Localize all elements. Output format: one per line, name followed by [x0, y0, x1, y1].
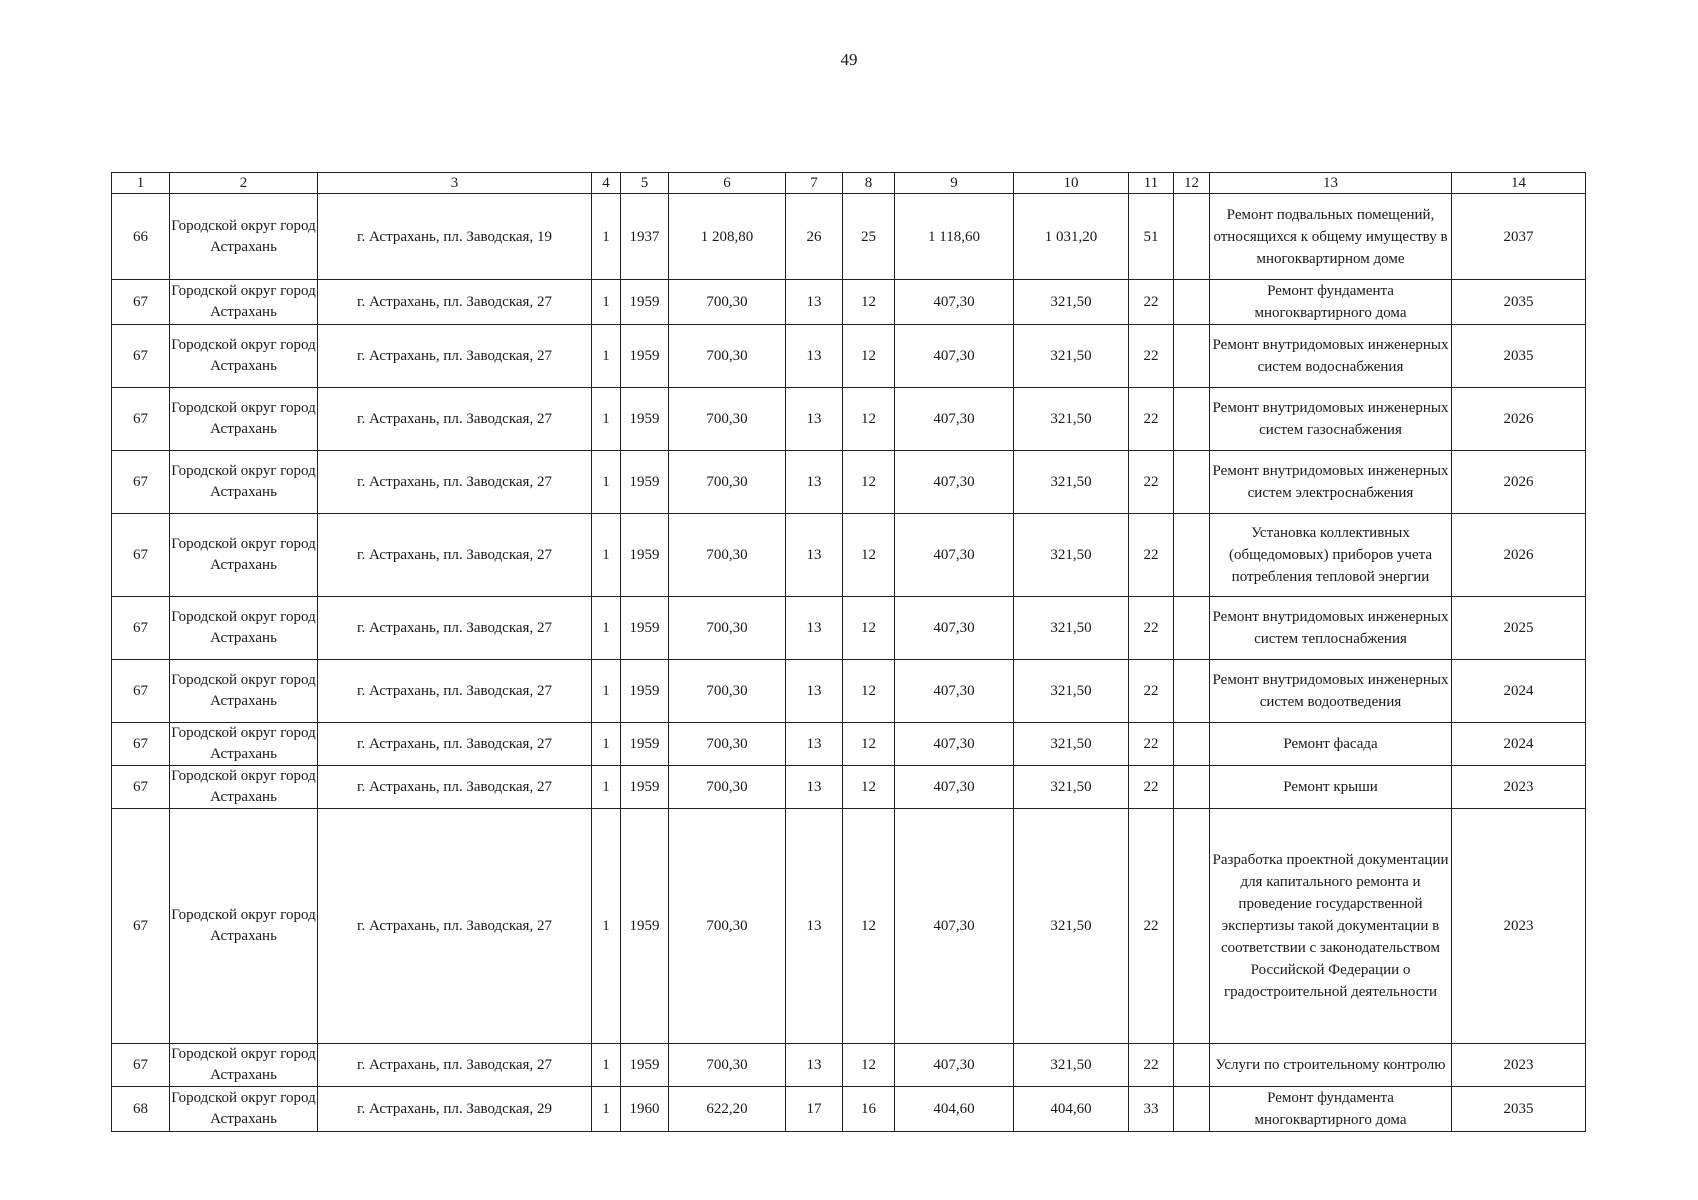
cell-col12 — [1174, 514, 1210, 597]
cell-total-area: 700,30 — [669, 1044, 786, 1087]
cell-col4: 1 — [592, 280, 621, 325]
cell-col11: 22 — [1129, 723, 1174, 766]
cell-district: Городской округ город Астрахань — [170, 1044, 318, 1087]
column-number-row — [112, 173, 1586, 194]
cell-col11: 22 — [1129, 280, 1174, 325]
cell-col11: 22 — [1129, 766, 1174, 809]
cell-col10: 321,50 — [1014, 597, 1129, 660]
cell-district: Городской округ город Астрахань — [170, 809, 318, 1044]
cell-col11: 22 — [1129, 451, 1174, 514]
cell-address: г. Астрахань, пл. Заводская, 29 — [318, 1087, 592, 1132]
cell-col7: 13 — [786, 451, 843, 514]
table-row — [112, 723, 1586, 766]
table-row — [112, 1044, 1586, 1087]
cell-number: 66 — [112, 194, 170, 280]
cell-col4: 1 — [592, 809, 621, 1044]
cell-address: г. Астрахань, пл. Заводская, 27 — [318, 388, 592, 451]
cell-col11: 22 — [1129, 597, 1174, 660]
cell-col11: 22 — [1129, 388, 1174, 451]
cell-planned-year: 2024 — [1452, 723, 1586, 766]
cell-col8: 25 — [843, 194, 895, 280]
column-header-4: 4 — [592, 173, 621, 194]
table-row — [112, 514, 1586, 597]
cell-col4: 1 — [592, 194, 621, 280]
cell-col10: 404,60 — [1014, 1087, 1129, 1132]
cell-total-area: 700,30 — [669, 809, 786, 1044]
cell-planned-year: 2026 — [1452, 514, 1586, 597]
cell-col12 — [1174, 597, 1210, 660]
cell-col12 — [1174, 1044, 1210, 1087]
cell-district: Городской округ город Астрахань — [170, 1087, 318, 1132]
column-header-13: 13 — [1210, 173, 1452, 194]
cell-address: г. Астрахань, пл. Заводская, 27 — [318, 660, 592, 723]
cell-col8: 12 — [843, 766, 895, 809]
cell-number: 67 — [112, 597, 170, 660]
cell-number: 67 — [112, 514, 170, 597]
cell-col9: 404,60 — [895, 1087, 1014, 1132]
cell-district: Городской округ город Астрахань — [170, 660, 318, 723]
cell-total-area: 700,30 — [669, 388, 786, 451]
cell-address: г. Астрахань, пл. Заводская, 27 — [318, 514, 592, 597]
cell-planned-year: 2035 — [1452, 280, 1586, 325]
column-header-7: 7 — [786, 173, 843, 194]
cell-col4: 1 — [592, 1044, 621, 1087]
cell-year-built: 1959 — [621, 325, 669, 388]
column-header-3: 3 — [318, 173, 592, 194]
cell-work-type: Ремонт фундамента многоквартирного дома — [1210, 1087, 1452, 1132]
page-number: 49 — [840, 50, 858, 69]
cell-col4: 1 — [592, 597, 621, 660]
cell-work-type: Ремонт внутридомовых инженерных систем электроснабжения — [1210, 451, 1452, 514]
cell-col12 — [1174, 280, 1210, 325]
cell-col9: 407,30 — [895, 514, 1014, 597]
cell-work-type: Установка коллективных (общедомовых) приборов учета потребления тепловой энергии — [1210, 514, 1452, 597]
cell-col7: 13 — [786, 280, 843, 325]
cell-col4: 1 — [592, 388, 621, 451]
cell-address: г. Астрахань, пл. Заводская, 27 — [318, 597, 592, 660]
cell-number: 67 — [112, 723, 170, 766]
cell-col10: 321,50 — [1014, 388, 1129, 451]
table-row — [112, 660, 1586, 723]
cell-total-area: 1 208,80 — [669, 194, 786, 280]
cell-col9: 407,30 — [895, 1044, 1014, 1087]
cell-col9: 407,30 — [895, 325, 1014, 388]
column-header-12: 12 — [1174, 173, 1210, 194]
cell-address: г. Астрахань, пл. Заводская, 27 — [318, 325, 592, 388]
column-header-14: 14 — [1452, 173, 1586, 194]
cell-total-area: 700,30 — [669, 723, 786, 766]
cell-address: г. Астрахань, пл. Заводская, 27 — [318, 280, 592, 325]
cell-number: 67 — [112, 660, 170, 723]
cell-address: г. Астрахань, пл. Заводская, 27 — [318, 451, 592, 514]
cell-planned-year: 2025 — [1452, 597, 1586, 660]
cell-planned-year: 2023 — [1452, 809, 1586, 1044]
cell-planned-year: 2026 — [1452, 388, 1586, 451]
cell-col7: 13 — [786, 723, 843, 766]
cell-address: г. Астрахань, пл. Заводская, 27 — [318, 723, 592, 766]
cell-district: Городской округ город Астрахань — [170, 597, 318, 660]
cell-planned-year: 2035 — [1452, 1087, 1586, 1132]
column-header-8: 8 — [843, 173, 895, 194]
cell-col8: 12 — [843, 809, 895, 1044]
cell-col8: 12 — [843, 514, 895, 597]
cell-col9: 407,30 — [895, 451, 1014, 514]
cell-col11: 51 — [1129, 194, 1174, 280]
cell-col10: 321,50 — [1014, 325, 1129, 388]
cell-total-area: 700,30 — [669, 660, 786, 723]
column-header-10: 10 — [1014, 173, 1129, 194]
cell-col12 — [1174, 325, 1210, 388]
cell-col11: 22 — [1129, 514, 1174, 597]
cell-year-built: 1959 — [621, 451, 669, 514]
cell-total-area: 700,30 — [669, 766, 786, 809]
column-header-5: 5 — [621, 173, 669, 194]
cell-col7: 13 — [786, 1044, 843, 1087]
cell-col11: 22 — [1129, 660, 1174, 723]
cell-col11: 33 — [1129, 1087, 1174, 1132]
column-header-9: 9 — [895, 173, 1014, 194]
table-row — [112, 194, 1586, 280]
table-row — [112, 451, 1586, 514]
cell-number: 67 — [112, 1044, 170, 1087]
cell-planned-year: 2023 — [1452, 1044, 1586, 1087]
cell-col4: 1 — [592, 325, 621, 388]
cell-planned-year: 2037 — [1452, 194, 1586, 280]
cell-col12 — [1174, 451, 1210, 514]
cell-col7: 13 — [786, 325, 843, 388]
cell-number: 67 — [112, 388, 170, 451]
cell-col4: 1 — [592, 451, 621, 514]
cell-number: 67 — [112, 809, 170, 1044]
cell-work-type: Услуги по строительному контролю — [1210, 1044, 1452, 1087]
cell-col9: 407,30 — [895, 766, 1014, 809]
cell-col10: 321,50 — [1014, 766, 1129, 809]
cell-col7: 13 — [786, 514, 843, 597]
cell-address: г. Астрахань, пл. Заводская, 27 — [318, 766, 592, 809]
cell-district: Городской округ город Астрахань — [170, 723, 318, 766]
cell-col12 — [1174, 660, 1210, 723]
cell-col12 — [1174, 388, 1210, 451]
column-header-11: 11 — [1129, 173, 1174, 194]
table-body — [112, 194, 1586, 1132]
cell-district: Городской округ город Астрахань — [170, 194, 318, 280]
cell-col9: 407,30 — [895, 597, 1014, 660]
cell-col10: 1 031,20 — [1014, 194, 1129, 280]
cell-work-type: Ремонт фасада — [1210, 723, 1452, 766]
cell-col10: 321,50 — [1014, 723, 1129, 766]
cell-total-area: 622,20 — [669, 1087, 786, 1132]
cell-total-area: 700,30 — [669, 597, 786, 660]
cell-col10: 321,50 — [1014, 809, 1129, 1044]
cell-col8: 12 — [843, 451, 895, 514]
cell-district: Городской округ город Астрахань — [170, 514, 318, 597]
cell-col7: 13 — [786, 660, 843, 723]
column-header-1: 1 — [112, 173, 170, 194]
cell-col11: 22 — [1129, 325, 1174, 388]
cell-col9: 1 118,60 — [895, 194, 1014, 280]
cell-work-type: Ремонт внутридомовых инженерных систем теплоснабжения — [1210, 597, 1452, 660]
cell-year-built: 1959 — [621, 597, 669, 660]
cell-total-area: 700,30 — [669, 325, 786, 388]
table-row — [112, 766, 1586, 809]
cell-work-type: Разработка проектной документации для капитального ремонта и проведение государственной экспертизы такой документации в соответствии с законодательством Российской Федерации о градостроительной деятельности — [1210, 809, 1452, 1044]
cell-address: г. Астрахань, пл. Заводская, 27 — [318, 1044, 592, 1087]
cell-col12 — [1174, 766, 1210, 809]
cell-col12 — [1174, 194, 1210, 280]
column-header-2: 2 — [170, 173, 318, 194]
cell-col7: 13 — [786, 766, 843, 809]
table-row — [112, 809, 1586, 1044]
cell-district: Городской округ город Астрахань — [170, 325, 318, 388]
cell-address: г. Астрахань, пл. Заводская, 27 — [318, 809, 592, 1044]
cell-planned-year: 2024 — [1452, 660, 1586, 723]
cell-planned-year: 2026 — [1452, 451, 1586, 514]
cell-col8: 12 — [843, 1044, 895, 1087]
cell-col4: 1 — [592, 514, 621, 597]
cell-col9: 407,30 — [895, 809, 1014, 1044]
cell-col10: 321,50 — [1014, 660, 1129, 723]
cell-total-area: 700,30 — [669, 280, 786, 325]
cell-district: Городской округ город Астрахань — [170, 766, 318, 809]
cell-year-built: 1959 — [621, 723, 669, 766]
cell-work-type: Ремонт крыши — [1210, 766, 1452, 809]
cell-col10: 321,50 — [1014, 514, 1129, 597]
cell-district: Городской округ город Астрахань — [170, 388, 318, 451]
cell-col4: 1 — [592, 1087, 621, 1132]
cell-col7: 13 — [786, 809, 843, 1044]
table-row — [112, 388, 1586, 451]
cell-planned-year: 2035 — [1452, 325, 1586, 388]
cell-col8: 12 — [843, 325, 895, 388]
cell-col7: 13 — [786, 388, 843, 451]
cell-year-built: 1959 — [621, 660, 669, 723]
cell-year-built: 1959 — [621, 809, 669, 1044]
cell-year-built: 1959 — [621, 1044, 669, 1087]
cell-col12 — [1174, 1087, 1210, 1132]
cell-col12 — [1174, 723, 1210, 766]
cell-col9: 407,30 — [895, 723, 1014, 766]
cell-col7: 26 — [786, 194, 843, 280]
cell-col4: 1 — [592, 766, 621, 809]
cell-number: 67 — [112, 766, 170, 809]
cell-col4: 1 — [592, 723, 621, 766]
cell-col10: 321,50 — [1014, 451, 1129, 514]
cell-total-area: 700,30 — [669, 514, 786, 597]
cell-year-built: 1959 — [621, 280, 669, 325]
cell-year-built: 1959 — [621, 514, 669, 597]
cell-col11: 22 — [1129, 1044, 1174, 1087]
cell-year-built: 1959 — [621, 388, 669, 451]
cell-col9: 407,30 — [895, 388, 1014, 451]
cell-planned-year: 2023 — [1452, 766, 1586, 809]
cell-col9: 407,30 — [895, 280, 1014, 325]
cell-district: Городской округ город Астрахань — [170, 451, 318, 514]
cell-col8: 12 — [843, 388, 895, 451]
table-row — [112, 280, 1586, 325]
cell-col4: 1 — [592, 660, 621, 723]
cell-year-built: 1960 — [621, 1087, 669, 1132]
column-header-6: 6 — [669, 173, 786, 194]
cell-district: Городской округ город Астрахань — [170, 280, 318, 325]
table-row — [112, 597, 1586, 660]
table-row — [112, 325, 1586, 388]
cell-col9: 407,30 — [895, 660, 1014, 723]
capital-repair-table — [111, 172, 1586, 1132]
cell-work-type: Ремонт подвальных помещений, относящихся к общему имуществу в многоквартирном доме — [1210, 194, 1452, 280]
table-row — [112, 1087, 1586, 1132]
cell-col11: 22 — [1129, 809, 1174, 1044]
cell-year-built: 1959 — [621, 766, 669, 809]
table-header — [112, 173, 1586, 194]
cell-year-built: 1937 — [621, 194, 669, 280]
cell-number: 67 — [112, 325, 170, 388]
cell-col7: 13 — [786, 597, 843, 660]
cell-number: 67 — [112, 451, 170, 514]
cell-work-type: Ремонт фундамента многоквартирного дома — [1210, 280, 1452, 325]
cell-col10: 321,50 — [1014, 280, 1129, 325]
cell-col10: 321,50 — [1014, 1044, 1129, 1087]
cell-work-type: Ремонт внутридомовых инженерных систем газоснабжения — [1210, 388, 1452, 451]
cell-address: г. Астрахань, пл. Заводская, 19 — [318, 194, 592, 280]
cell-col8: 12 — [843, 597, 895, 660]
cell-total-area: 700,30 — [669, 451, 786, 514]
cell-col7: 17 — [786, 1087, 843, 1132]
cell-col8: 12 — [843, 280, 895, 325]
cell-col8: 12 — [843, 660, 895, 723]
cell-col8: 12 — [843, 723, 895, 766]
cell-number: 68 — [112, 1087, 170, 1132]
cell-col12 — [1174, 809, 1210, 1044]
cell-number: 67 — [112, 280, 170, 325]
cell-work-type: Ремонт внутридомовых инженерных систем водоснабжения — [1210, 325, 1452, 388]
cell-col8: 16 — [843, 1087, 895, 1132]
cell-work-type: Ремонт внутридомовых инженерных систем водоотведения — [1210, 660, 1452, 723]
